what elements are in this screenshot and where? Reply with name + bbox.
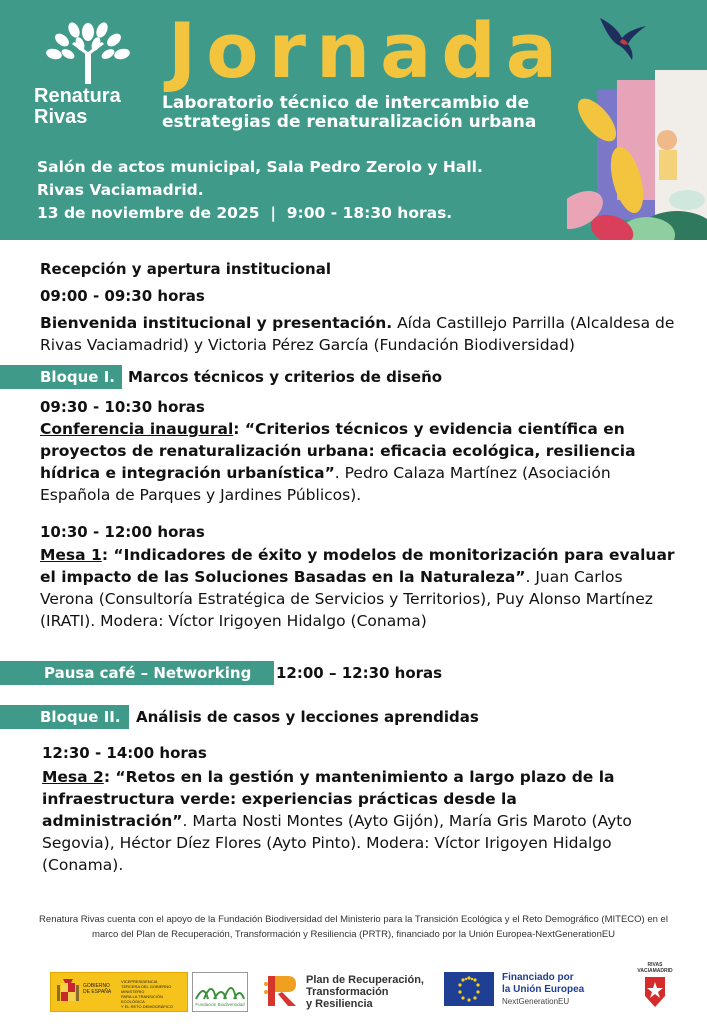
opening-bold: Bienvenida institucional y presentación. xyxy=(40,314,393,332)
pause-label: Pausa café – Networking xyxy=(0,661,274,685)
logo-line-1: Renatura xyxy=(34,85,121,107)
block2-session1-kind: Mesa 2 xyxy=(42,768,104,786)
block1-session2-description xyxy=(40,544,680,632)
eu-flag-icon xyxy=(444,972,494,1006)
pause-time: 12:00 – 12:30 horas xyxy=(276,664,443,682)
venue-line-1: Salón de actos municipal, Sala Pedro Zerolo y Hall. xyxy=(37,158,483,176)
ministry-line-3: MINISTERIO xyxy=(121,989,145,994)
block1-session2-kind: Mesa 1 xyxy=(40,546,102,564)
funding-note: Renatura Rivas cuenta con el apoyo de la Fundación Biodiversidad del Ministerio para la Transición Ecológica y el Reto Demográfico (MITECO) en el marco del Plan de Recuperación, Transformación y Resiliencia (PRTR), financiado por la Unión Europea-NextGenerationEU xyxy=(39,914,668,940)
eu-logo xyxy=(442,970,604,1010)
rivas-vaciamadrid-logo xyxy=(630,962,680,1020)
block1-session2-colon: : xyxy=(101,546,114,564)
block2-session1-colon: : xyxy=(103,768,116,786)
block1-session1-time: 09:30 - 10:30 horas xyxy=(40,398,205,416)
block1-session2-title: “Indicadores de éxito y modelos de monitorización para evaluar el impacto de las Soluciones Basadas en la Naturaleza” xyxy=(40,546,675,586)
header-banner xyxy=(0,0,707,240)
block2-session1-description xyxy=(42,766,667,876)
prtr-line-1: Plan de Recuperación, xyxy=(306,974,424,986)
renatura-logo xyxy=(34,22,144,137)
venue-line-2: Rivas Vaciamadrid. xyxy=(37,181,204,199)
page-title: Jornada xyxy=(168,6,568,95)
logo-text xyxy=(34,86,121,128)
fundacion-biodiversidad-logo xyxy=(192,972,248,1012)
rivas-line-2: VACIAMADRID xyxy=(637,968,673,974)
block2-session1-time: 12:30 - 14:00 horas xyxy=(42,744,207,762)
gobierno-logo xyxy=(50,972,188,1012)
ministry-line-1: VICEPRESIDENCIA xyxy=(121,979,158,984)
rivas-shield-icon xyxy=(644,976,666,1008)
grass-icon xyxy=(194,975,246,1001)
ministry-line-2: TERCERA DEL GOBIERNO xyxy=(121,984,172,989)
opening-time: 09:00 - 09:30 horas xyxy=(40,287,205,305)
subtitle-line-2: estrategias de renaturalización urbana xyxy=(162,112,537,132)
block2-label: Bloque II. xyxy=(0,705,129,729)
opening-description xyxy=(40,312,680,356)
prtr-logo xyxy=(262,970,437,1014)
block1-session1-rest: . Pedro Calaza Martínez (Asociación Española de Parques y Jardines Públicos). xyxy=(40,464,611,504)
block2-session1-rest: . Marta Nosti Montes (Ayto Gijón), María Gris Maroto (Ayto Segovia), Héctor Díez Flores (Ayto Pinto). Modera: Víctor Irigoyen Hidalgo (Conama). xyxy=(42,812,632,874)
eu-line-1: Financiado por xyxy=(502,972,574,983)
fb-label: Fundación Biodiversidad xyxy=(195,1002,245,1007)
block1-label: Bloque I. xyxy=(0,365,122,389)
block1-session2-rest: . Juan Carlos Verona (Consultoría Estratégica de Servicios y Territorios), Puy Alonso Martínez (IRATI). Modera: Víctor Irigoyen Hidalgo (Conama) xyxy=(40,568,653,630)
eu-line-2: la Unión Europea xyxy=(502,984,585,995)
gov-line-1: GOBIERNO xyxy=(83,983,110,989)
gov-line-2: DE ESPAÑA xyxy=(83,989,112,995)
block1-session1-description xyxy=(40,418,680,506)
opening-title: Recepción y apertura institucional xyxy=(40,260,331,278)
prtr-mark-icon xyxy=(262,972,302,1010)
block1-title: Marcos técnicos y criterios de diseño xyxy=(128,368,443,386)
coat-of-arms-icon xyxy=(55,977,81,1007)
subtitle xyxy=(162,94,592,132)
eu-line-3: NextGenerationEU xyxy=(502,997,570,1006)
sponsor-logos xyxy=(0,960,707,1024)
block1-session1-kind: Conferencia inaugural xyxy=(40,420,234,438)
block2-title: Análisis de casos y lecciones aprendidas xyxy=(136,708,479,726)
venue-info xyxy=(37,156,557,225)
logo-line-2: Rivas xyxy=(34,106,88,128)
tree-logo-icon xyxy=(42,22,134,84)
opening-rest: Aída Castillejo Parrilla (Alcaldesa de Rivas Vaciamadrid) y Victoria Pérez García (Fundación Biodiversidad) xyxy=(40,314,675,354)
prtr-line-3: y Resiliencia xyxy=(306,998,373,1010)
venue-line-3: 13 de noviembre de 2025 | 9:00 - 18:30 horas. xyxy=(37,204,453,222)
subtitle-line-1: Laboratorio técnico de intercambio de xyxy=(162,93,530,113)
block2-session1-title: “Retos en la gestión y mantenimiento a largo plazo de la infraestructura verde: experiencias prácticas desde la administración” xyxy=(42,768,615,830)
block1-session1-colon: : xyxy=(233,420,245,438)
rivas-line-1: RIVAS xyxy=(647,962,663,968)
block1-session1-title: “Criterios técnicos y evidencia científica en proyectos de renaturalización urbana: eficacia ecológica, resiliencia hídrica e integración urbanística” xyxy=(40,420,636,482)
nature-illustration-icon xyxy=(567,60,707,240)
prtr-line-2: Transformación xyxy=(306,986,389,998)
ministry-line-5: Y EL RETO DEMOGRÁFICO xyxy=(121,1004,173,1009)
ministry-line-4: PARA LA TRANSICIÓN ECOLÓGICA xyxy=(121,994,163,1004)
block1-session2-time: 10:30 - 12:00 horas xyxy=(40,523,205,541)
swallow-bird-icon xyxy=(598,12,648,62)
